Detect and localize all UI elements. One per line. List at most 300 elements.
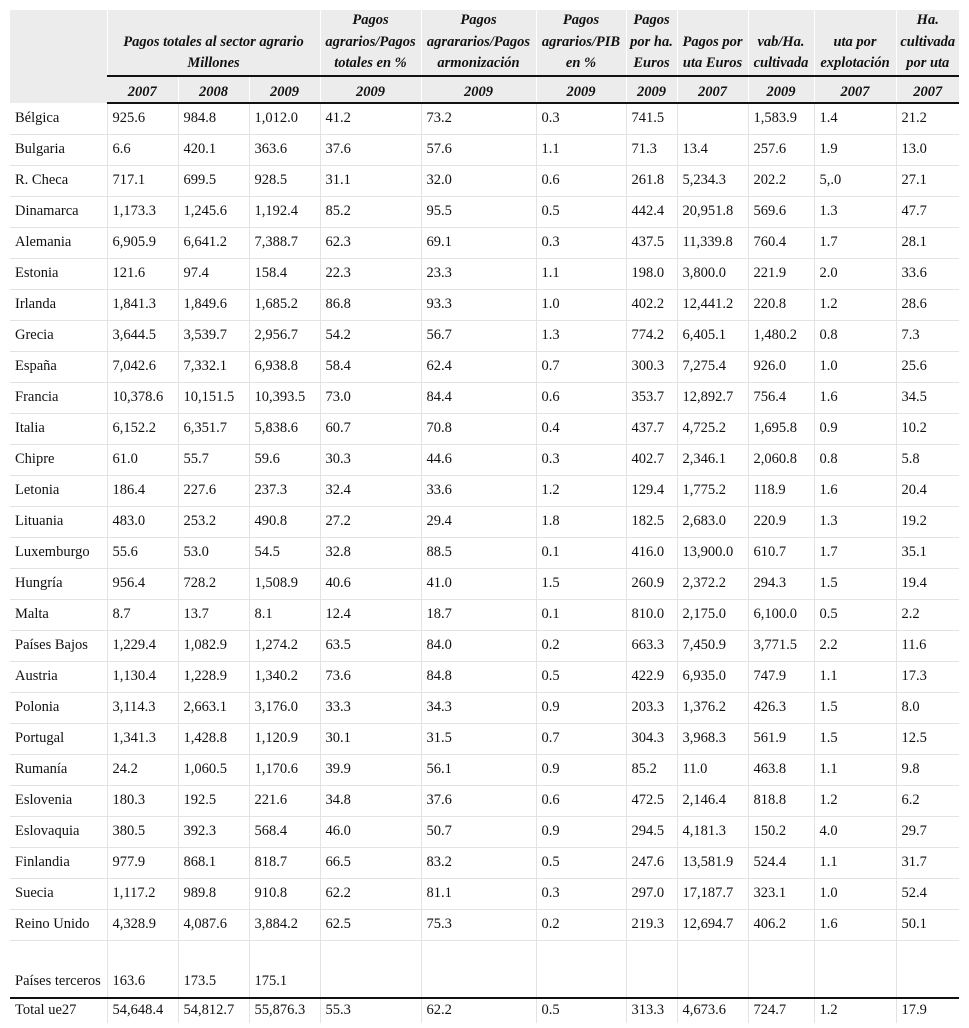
table-cell: 741.5 [626,103,677,135]
table-cell [896,940,959,998]
table-cell: 0.1 [536,537,626,568]
table-cell: 85.2 [320,196,421,227]
table-cell: 8.1 [249,599,320,630]
row-country-label: Grecia [10,320,107,351]
table-row [10,196,959,227]
year-header: 2007 [896,76,959,103]
table-cell: 3,644.5 [107,320,178,351]
table-row [10,475,959,506]
table-cell: 19.2 [896,506,959,537]
table-cell: 0.3 [536,103,626,135]
table-cell: 810.0 [626,599,677,630]
table-row [10,413,959,444]
table-cell: 46.0 [320,816,421,847]
table-cell: 1.0 [536,289,626,320]
table-cell: 129.4 [626,475,677,506]
table-cell: 5,838.6 [249,413,320,444]
table-cell: 1.6 [814,382,896,413]
table-cell: 0.6 [536,165,626,196]
table-cell: 33.6 [896,258,959,289]
row-country-label: Eslovenia [10,785,107,816]
table-cell: 380.5 [107,816,178,847]
table-cell: 75.3 [421,909,536,940]
table-cell: 7,388.7 [249,227,320,258]
table-cell: 3,114.3 [107,692,178,723]
table-cell: 7,450.9 [677,630,748,661]
table-cell: 2.2 [896,599,959,630]
table-cell: 868.1 [178,847,249,878]
table-cell: 4,087.6 [178,909,249,940]
table-cell: 2,175.0 [677,599,748,630]
table-cell: 12.4 [320,599,421,630]
table-cell: 1,170.6 [249,754,320,785]
table-cell: 28.6 [896,289,959,320]
table-cell: 70.8 [421,413,536,444]
table-body [10,103,959,1023]
row-country-label: Países Bajos [10,630,107,661]
header-country-blank [10,10,107,103]
table-cell: 463.8 [748,754,814,785]
table-cell: 1,274.2 [249,630,320,661]
table-cell: 760.4 [748,227,814,258]
table-cell: 699.5 [178,165,249,196]
row-country-label: Chipre [10,444,107,475]
table-cell: 0.2 [536,630,626,661]
table-cell: 0.9 [814,413,896,444]
table-cell: 3,800.0 [677,258,748,289]
table-row [10,785,959,816]
table-cell: 989.8 [178,878,249,909]
table-cell: 53.0 [178,537,249,568]
table-cell: 1.1 [536,258,626,289]
table-cell: 717.1 [107,165,178,196]
table-cell: 29.7 [896,816,959,847]
table-cell: 84.8 [421,661,536,692]
table-row [10,444,959,475]
table-cell: 406.2 [748,909,814,940]
row-country-label: Polonia [10,692,107,723]
table-cell: 203.3 [626,692,677,723]
table-row [10,351,959,382]
table-cell: 12,892.7 [677,382,748,413]
table-cell: 1.1 [814,661,896,692]
table-cell: 7,042.6 [107,351,178,382]
table-cell: 1,120.9 [249,723,320,754]
table-cell: 173.5 [178,940,249,998]
header-vab-per-ha: vab/Ha. cultivada [748,10,814,76]
table-cell: 0.9 [536,816,626,847]
year-header: 2009 [626,76,677,103]
table-cell: 1,376.2 [677,692,748,723]
table-header [10,10,959,103]
table-cell: 83.2 [421,847,536,878]
table-cell: 54,812.7 [178,998,249,1023]
table-cell: 1,508.9 [249,568,320,599]
row-country-label: Dinamarca [10,196,107,227]
table-cell: 118.9 [748,475,814,506]
table-row [10,568,959,599]
table-cell: 1,849.6 [178,289,249,320]
table-cell: 12,694.7 [677,909,748,940]
table-cell: 61.0 [107,444,178,475]
table-cell: 569.6 [748,196,814,227]
year-header: 2008 [178,76,249,103]
table-cell: 6,351.7 [178,413,249,444]
table-cell: 62.2 [320,878,421,909]
table-cell: 18.7 [421,599,536,630]
table-cell: 1,082.9 [178,630,249,661]
table-cell: 220.8 [748,289,814,320]
table-cell: 0.8 [814,444,896,475]
row-country-label: Suecia [10,878,107,909]
table-cell: 34.8 [320,785,421,816]
table-row [10,661,959,692]
table-cell: 175.1 [249,940,320,998]
table-cell: 6,938.8 [249,351,320,382]
table-row [10,320,959,351]
table-cell: 158.4 [249,258,320,289]
table-cell: 47.7 [896,196,959,227]
table-cell: 3,884.2 [249,909,320,940]
table-row [10,909,959,940]
table-cell: 3,968.3 [677,723,748,754]
table-cell: 402.7 [626,444,677,475]
row-country-label: Austria [10,661,107,692]
table-cell: 20,951.8 [677,196,748,227]
table-cell: 22.3 [320,258,421,289]
table-cell [677,103,748,135]
table-cell: 4.0 [814,816,896,847]
row-country-label: R. Checa [10,165,107,196]
table-cell: 1,428.8 [178,723,249,754]
row-country-label: Bulgaria [10,134,107,165]
table-row [10,692,959,723]
table-cell: 1.9 [814,134,896,165]
table-cell: 0.5 [536,847,626,878]
table-cell: 1.3 [814,506,896,537]
table-cell: 33.6 [421,475,536,506]
table-cell: 472.5 [626,785,677,816]
year-header: 2007 [814,76,896,103]
table-cell: 1.4 [814,103,896,135]
table-cell: 58.4 [320,351,421,382]
table-cell: 5.8 [896,444,959,475]
table-cell: 756.4 [748,382,814,413]
table-cell: 6,152.2 [107,413,178,444]
table-cell: 19.4 [896,568,959,599]
table-cell: 55,876.3 [249,998,320,1023]
table-cell: 150.2 [748,816,814,847]
table-cell: 62.2 [421,998,536,1023]
table-cell: 54.2 [320,320,421,351]
table-cell: 1,117.2 [107,878,178,909]
table-cell: 0.9 [536,754,626,785]
table-cell: 73.0 [320,382,421,413]
table-cell: 728.2 [178,568,249,599]
table-cell: 663.3 [626,630,677,661]
agrarian-payments-table [10,10,959,1023]
table-cell: 1.0 [814,351,896,382]
table-cell: 0.3 [536,227,626,258]
table-cell: 247.6 [626,847,677,878]
table-cell: 57.6 [421,134,536,165]
table-cell: 2,663.1 [178,692,249,723]
table-cell: 12,441.2 [677,289,748,320]
table-cell: 56.7 [421,320,536,351]
table-cell: 724.7 [748,998,814,1023]
data-table-container [10,10,959,1023]
header-agrarian-over-harmonization: Pagos agrararios/Pagos armonización [421,10,536,76]
table-cell: 63.5 [320,630,421,661]
table-cell: 1.5 [814,568,896,599]
table-cell: 192.5 [178,785,249,816]
table-cell: 561.9 [748,723,814,754]
table-cell: 73.6 [320,661,421,692]
table-cell: 69.1 [421,227,536,258]
table-cell: 62.5 [320,909,421,940]
table-cell: 5,234.3 [677,165,748,196]
table-cell: 1.7 [814,227,896,258]
table-cell: 928.5 [249,165,320,196]
table-cell: 0.2 [536,909,626,940]
table-cell: 10,393.5 [249,382,320,413]
table-cell: 7,332.1 [178,351,249,382]
table-cell: 0.3 [536,878,626,909]
table-cell: 5,.0 [814,165,896,196]
table-cell: 10.2 [896,413,959,444]
table-cell: 818.8 [748,785,814,816]
table-cell: 85.2 [626,754,677,785]
table-cell: 93.3 [421,289,536,320]
table-cell: 294.5 [626,816,677,847]
table-cell: 182.5 [626,506,677,537]
table-cell: 0.7 [536,351,626,382]
table-cell [320,940,421,998]
table-cell: 1.5 [814,692,896,723]
table-cell: 2,956.7 [249,320,320,351]
table-cell: 97.4 [178,258,249,289]
row-country-label: Reino Unido [10,909,107,940]
table-cell: 1.1 [814,847,896,878]
table-cell: 27.1 [896,165,959,196]
table-cell: 1,685.2 [249,289,320,320]
table-cell: 17.3 [896,661,959,692]
table-cell: 4,725.2 [677,413,748,444]
table-cell: 2,146.4 [677,785,748,816]
table-cell: 219.3 [626,909,677,940]
table-cell: 81.1 [421,878,536,909]
table-cell: 392.3 [178,816,249,847]
table-cell: 41.0 [421,568,536,599]
table-cell: 0.5 [536,661,626,692]
row-country-label: Francia [10,382,107,413]
table-cell: 0.7 [536,723,626,754]
table-cell: 73.2 [421,103,536,135]
table-cell: 4,181.3 [677,816,748,847]
table-cell: 221.6 [249,785,320,816]
table-cell: 774.2 [626,320,677,351]
table-cell: 1,173.3 [107,196,178,227]
table-cell [814,940,896,998]
table-cell: 13.7 [178,599,249,630]
table-cell: 0.5 [536,196,626,227]
table-cell: 294.3 [748,568,814,599]
table-cell: 1,245.6 [178,196,249,227]
table-cell: 323.1 [748,878,814,909]
table-cell: 71.3 [626,134,677,165]
table-cell: 13.4 [677,134,748,165]
table-cell: 437.5 [626,227,677,258]
table-cell: 23.3 [421,258,536,289]
table-cell: 2,346.1 [677,444,748,475]
header-uta-per-farm: uta por explotación [814,10,896,76]
table-cell: 2.0 [814,258,896,289]
table-cell: 44.6 [421,444,536,475]
table-cell: 10,378.6 [107,382,178,413]
table-cell: 1,775.2 [677,475,748,506]
table-cell: 1.3 [536,320,626,351]
table-cell: 304.3 [626,723,677,754]
table-row [10,630,959,661]
table-cell: 8.7 [107,599,178,630]
table-cell: 1.2 [814,998,896,1023]
table-cell: 13.0 [896,134,959,165]
table-cell: 6.6 [107,134,178,165]
table-cell: 1.0 [814,878,896,909]
table-cell: 0.3 [536,444,626,475]
table-cell: 422.9 [626,661,677,692]
table-cell: 59.6 [249,444,320,475]
table-cell: 6,641.2 [178,227,249,258]
table-cell: 1.1 [536,134,626,165]
row-country-label: Alemania [10,227,107,258]
table-cell: 3,176.0 [249,692,320,723]
table-cell: 62.4 [421,351,536,382]
table-cell: 25.6 [896,351,959,382]
table-cell: 925.6 [107,103,178,135]
table-cell: 1,060.5 [178,754,249,785]
table-cell: 32.0 [421,165,536,196]
table-cell: 402.2 [626,289,677,320]
table-cell: 747.9 [748,661,814,692]
row-country-label: Países terceros [10,940,107,998]
header-total-payments: Pagos totales al sector agrario Millones [107,10,320,76]
table-cell: 31.7 [896,847,959,878]
table-cell: 6.2 [896,785,959,816]
table-row [10,537,959,568]
table-cell: 6,905.9 [107,227,178,258]
table-cell: 956.4 [107,568,178,599]
table-cell: 202.2 [748,165,814,196]
table-cell: 3,539.7 [178,320,249,351]
table-cell: 52.4 [896,878,959,909]
table-cell: 818.7 [249,847,320,878]
table-cell: 0.6 [536,382,626,413]
table-cell: 1,583.9 [748,103,814,135]
table-cell: 12.5 [896,723,959,754]
row-country-label: Italia [10,413,107,444]
table-cell: 1,130.4 [107,661,178,692]
table-row [10,506,959,537]
table-cell: 253.2 [178,506,249,537]
table-cell: 237.3 [249,475,320,506]
table-cell: 121.6 [107,258,178,289]
table-cell: 88.5 [421,537,536,568]
table-cell: 261.8 [626,165,677,196]
table-row [10,816,959,847]
table-cell: 17,187.7 [677,878,748,909]
row-country-label: Luxemburgo [10,537,107,568]
table-cell: 9.8 [896,754,959,785]
table-cell: 1,695.8 [748,413,814,444]
table-row [10,599,959,630]
table-row [10,723,959,754]
table-cell: 437.7 [626,413,677,444]
table-cell: 257.6 [748,134,814,165]
table-cell [536,940,626,998]
table-cell: 0.4 [536,413,626,444]
table-cell: 84.4 [421,382,536,413]
table-cell: 84.0 [421,630,536,661]
table-cell: 50.7 [421,816,536,847]
table-cell: 29.4 [421,506,536,537]
table-cell: 8.0 [896,692,959,723]
table-cell: 300.3 [626,351,677,382]
table-row [10,940,959,998]
table-cell: 2.2 [814,630,896,661]
table-cell: 24.2 [107,754,178,785]
table-row [10,847,959,878]
table-cell: 2,683.0 [677,506,748,537]
table-cell: 260.9 [626,568,677,599]
table-cell: 1,841.3 [107,289,178,320]
table-cell: 198.0 [626,258,677,289]
row-country-label: Bélgica [10,103,107,135]
year-header: 2009 [421,76,536,103]
header-row-years [10,76,959,103]
table-cell: 7,275.4 [677,351,748,382]
table-cell: 1.6 [814,909,896,940]
table-cell: 33.3 [320,692,421,723]
table-cell: 313.3 [626,998,677,1023]
row-country-label: Portugal [10,723,107,754]
table-cell: 442.4 [626,196,677,227]
header-row-titles [10,10,959,76]
table-cell: 1,192.4 [249,196,320,227]
table-cell: 2,372.2 [677,568,748,599]
table-cell: 95.5 [421,196,536,227]
row-country-label: Eslovaquia [10,816,107,847]
table-cell: 1.3 [814,196,896,227]
table-cell: 37.6 [320,134,421,165]
table-cell: 0.6 [536,785,626,816]
table-cell: 186.4 [107,475,178,506]
table-cell: 40.6 [320,568,421,599]
table-cell: 1.7 [814,537,896,568]
table-cell: 54,648.4 [107,998,178,1023]
header-agrarian-over-total: Pagos agrarios/Pagos totales en % [320,10,421,76]
table-row [10,165,959,196]
table-cell: 30.1 [320,723,421,754]
table-cell: 11.0 [677,754,748,785]
year-header: 2007 [677,76,748,103]
year-header: 2009 [320,76,421,103]
table-cell: 41.2 [320,103,421,135]
table-cell: 180.3 [107,785,178,816]
row-country-label: España [10,351,107,382]
row-country-label: Hungría [10,568,107,599]
row-country-label: Rumanía [10,754,107,785]
